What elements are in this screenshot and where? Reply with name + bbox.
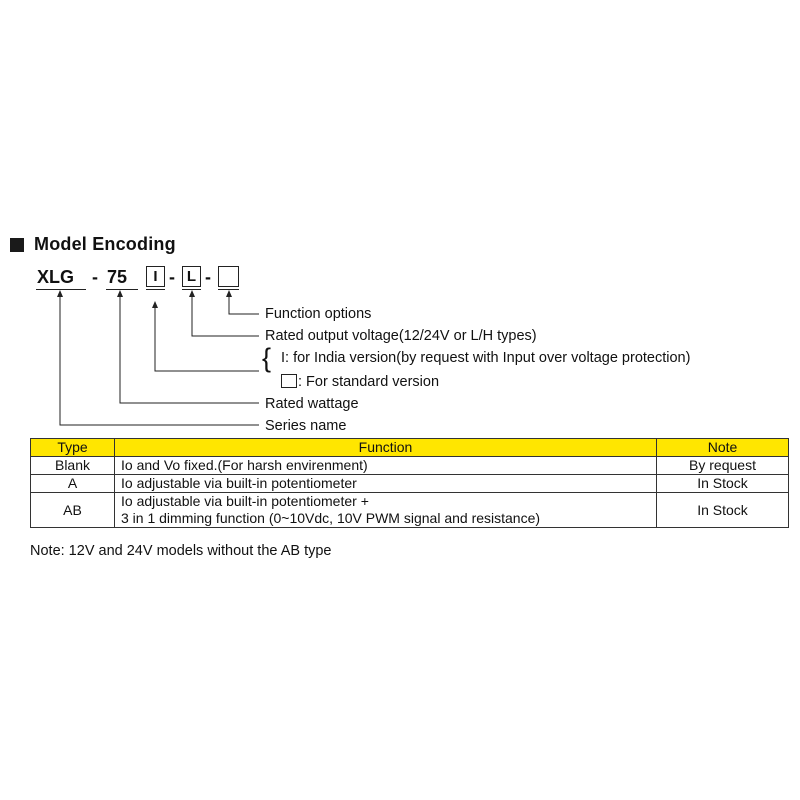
header-type: Type [31,439,115,457]
arrow-wattage-icon [117,290,123,297]
label-india-version: I: for India version(by request with Input over voltage protection) [281,350,691,366]
code-box-india: I [146,266,165,287]
label-standard-version: : For standard version [298,374,440,390]
arrow-voltage-icon [189,290,195,297]
footnote: Note: 12V and 24V models without the AB type [30,543,332,559]
arrow-series-icon [57,290,63,297]
table-row [31,457,789,475]
code-series: XLG [37,267,75,287]
code-dash-2: - [169,267,175,287]
label-series-name: Series name [265,418,347,434]
arrow-india-icon [152,301,158,308]
brace-icon: { [262,343,272,373]
header-note: Note [657,439,789,457]
cell-note: By request [657,457,789,475]
label-function-options: Function options [265,306,372,322]
cell-note: In Stock [657,493,789,528]
cell-function-line: 3 in 1 dimming function (0~10Vdc, 10V PWM signal and resistance) [121,510,541,526]
pointer-line-wattage [120,292,259,403]
cell-note: In Stock [657,475,789,493]
cell-function-line: Io adjustable via built-in potentiometer + [121,493,369,509]
cell-function: Io and Vo fixed.(For harsh envirenment) [115,457,657,475]
header-function: Function [115,439,657,457]
label-rated-wattage: Rated wattage [265,396,359,412]
label-rated-output-voltage: Rated output voltage(12/24V or L/H types) [265,328,537,344]
code-dash-3: - [205,267,211,287]
cell-function [115,493,657,528]
blank-box-icon [281,374,297,388]
cell-function: Io adjustable via built-in potentiometer [115,475,657,493]
table-row [31,475,789,493]
label-standard-version-row [281,373,439,391]
section-heading: Model Encoding [34,234,176,254]
pointer-line-function [229,292,259,314]
code-box-voltage: L [182,266,201,287]
code-dash-1: - [92,267,98,287]
table-header-row [31,439,789,457]
table-row [31,493,789,528]
arrow-function-icon [226,290,232,297]
cell-type: A [31,475,115,493]
cell-type: Blank [31,457,115,475]
encoding-table [30,438,789,528]
code-wattage: 75 [107,267,128,287]
cell-type: AB [31,493,115,528]
